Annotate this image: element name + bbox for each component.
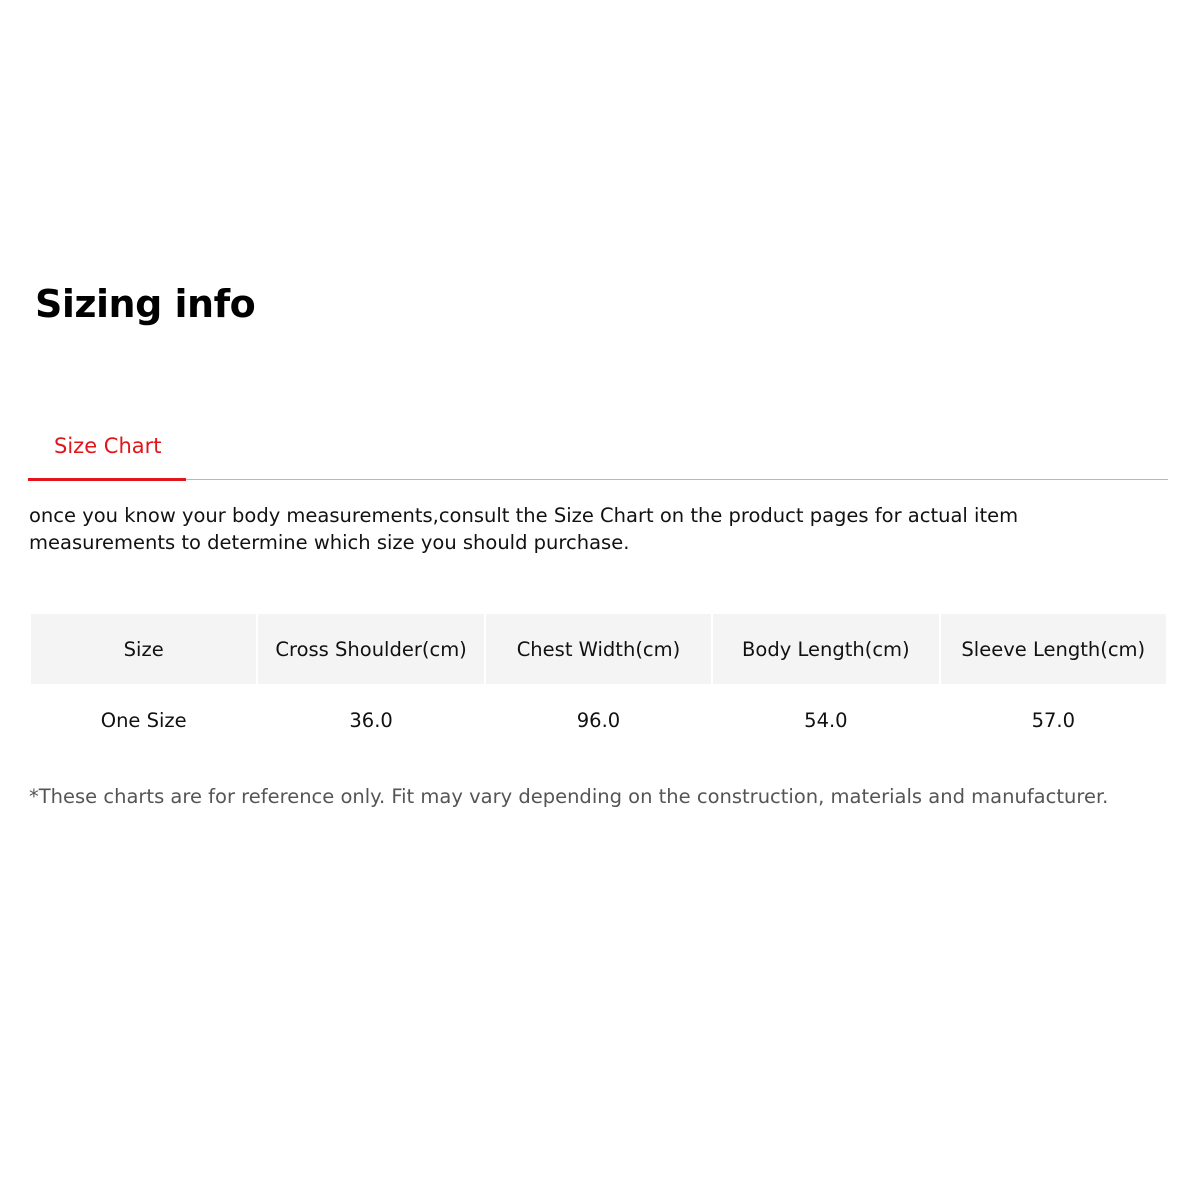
header-sleeve-length: Sleeve Length(cm) [941, 614, 1166, 684]
reference-disclaimer: *These charts are for reference only. Fit may vary depending on the construction, materials and manufacturer. [29, 785, 1109, 808]
header-size: Size [31, 614, 256, 684]
page-title: Sizing info [35, 282, 256, 326]
size-chart-table [29, 614, 1168, 756]
cell-body-length: 54.0 [804, 708, 848, 732]
header-body-length: Body Length(cm) [713, 614, 938, 684]
header-cross-shoulder: Cross Shoulder(cm) [258, 614, 483, 684]
tab-size-chart-label: Size Chart [54, 434, 162, 458]
active-tab-indicator [28, 478, 186, 481]
size-chart-intro: once you know your body measurements,consult the Size Chart on the product pages for actual item measurements to determine which size you should purchase. [29, 504, 1019, 554]
tab-size-chart[interactable] [28, 420, 186, 479]
cell-sleeve-length: 57.0 [1031, 708, 1075, 732]
table-row [31, 684, 1166, 756]
table-header-row [31, 614, 1166, 684]
cell-cross-shoulder: 36.0 [349, 708, 393, 732]
cell-size: One Size [100, 708, 187, 732]
tab-bar [28, 420, 1168, 480]
cell-chest-width: 96.0 [576, 708, 621, 732]
header-chest-width: Chest Width(cm) [486, 614, 711, 684]
